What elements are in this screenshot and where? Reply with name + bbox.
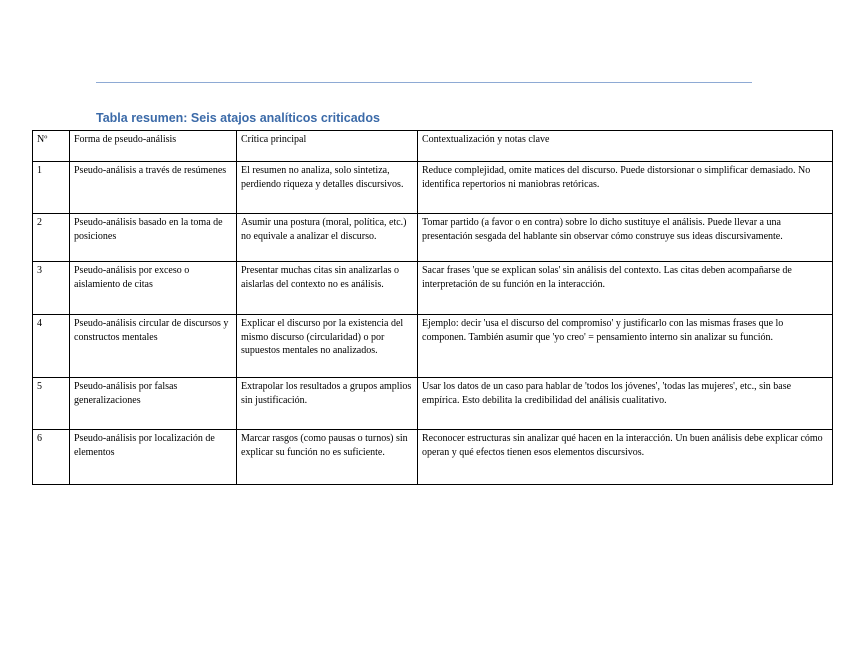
cell-notes: Tomar partido (a favor o en contra) sobre lo dicho sustituye el análisis. Puede llevar a una presentación sesgada del hablante sin observar cómo construye sus ideas discursivamente.	[418, 214, 833, 262]
cell-form: Pseudo-análisis por exceso o aislamiento de citas	[70, 262, 237, 315]
cell-form: Pseudo-análisis circular de discursos y constructos mentales	[70, 315, 237, 378]
cell-form: Pseudo-análisis por falsas generalizaciones	[70, 378, 237, 430]
cell-critique: Asumir una postura (moral, política, etc.) no equivale a analizar el discurso.	[237, 214, 418, 262]
summary-table	[32, 130, 833, 485]
cell-notes: Usar los datos de un caso para hablar de 'todos los jóvenes', 'todas las mujeres', etc., sin base empírica. Esto debilita la credibilidad del análisis cualitativo.	[418, 378, 833, 430]
table-row	[33, 378, 833, 430]
cell-number: 6	[33, 430, 70, 485]
header-cell-notes: Contextualización y notas clave	[418, 131, 833, 162]
cell-number: 4	[33, 315, 70, 378]
cell-critique: Marcar rasgos (como pausas o turnos) sin explicar su función no es suficiente.	[237, 430, 418, 485]
cell-critique: El resumen no analiza, solo sintetiza, perdiendo riqueza y detalles discursivos.	[237, 162, 418, 214]
cell-notes: Ejemplo: decir 'usa el discurso del compromiso' y justificarlo con las mismas frases que lo componen. También asumir que 'yo creo' = pensamiento interno sin analizar su función.	[418, 315, 833, 378]
header-cell-number: Nº	[33, 131, 70, 162]
table-row	[33, 162, 833, 214]
table-row	[33, 315, 833, 378]
cell-number: 3	[33, 262, 70, 315]
cell-critique: Extrapolar los resultados a grupos amplios sin justificación.	[237, 378, 418, 430]
table-row	[33, 214, 833, 262]
table-row	[33, 430, 833, 485]
table-title: Tabla resumen: Seis atajos analíticos criticados	[96, 111, 380, 125]
cell-notes: Reconocer estructuras sin analizar qué hacen en la interacción. Un buen análisis debe explicar cómo operan y qué efectos tienen esos elementos discursivos.	[418, 430, 833, 485]
cell-form: Pseudo-análisis por localización de elementos	[70, 430, 237, 485]
cell-critique: Presentar muchas citas sin analizarlas o aislarlas del contexto no es análisis.	[237, 262, 418, 315]
header-rule	[96, 82, 752, 83]
cell-critique: Explicar el discurso por la existencia del mismo discurso (circularidad) o por supuestos mentales no analizados.	[237, 315, 418, 378]
cell-notes: Reduce complejidad, omite matices del discurso. Puede distorsionar o simplificar demasiado. No identifica repertorios ni maniobras retóricas.	[418, 162, 833, 214]
cell-number: 5	[33, 378, 70, 430]
cell-form: Pseudo-análisis a través de resúmenes	[70, 162, 237, 214]
header-cell-form: Forma de pseudo-análisis	[70, 131, 237, 162]
cell-number: 2	[33, 214, 70, 262]
table-header-row	[33, 131, 833, 162]
cell-number: 1	[33, 162, 70, 214]
table-row	[33, 262, 833, 315]
cell-notes: Sacar frases 'que se explican solas' sin análisis del contexto. Las citas deben acompañarse de interpretación de su función en la interacción.	[418, 262, 833, 315]
cell-form: Pseudo-análisis basado en la toma de posiciones	[70, 214, 237, 262]
header-cell-critique: Crítica principal	[237, 131, 418, 162]
